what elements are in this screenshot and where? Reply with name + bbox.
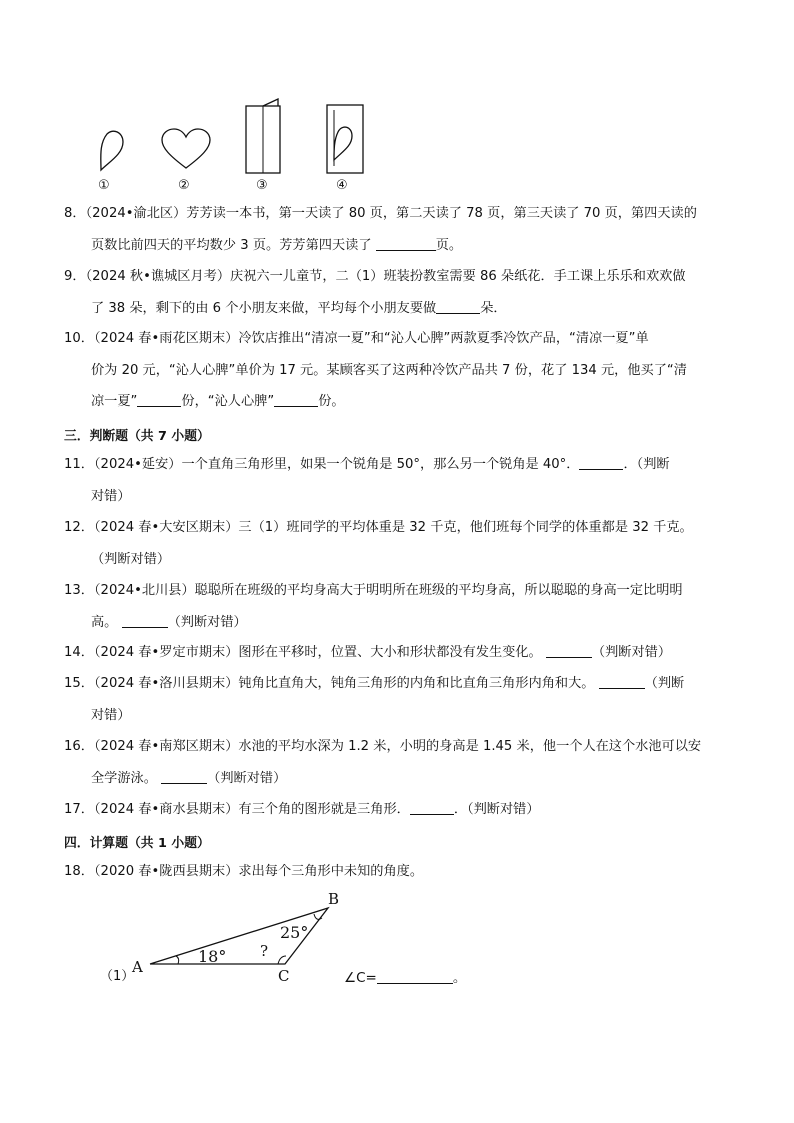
question-17	[64, 794, 734, 826]
vertex-b-label: B	[328, 890, 340, 908]
vertex-a-label: A	[132, 958, 143, 976]
heart-figure	[160, 128, 212, 170]
q10-line3: 凉一夏” 份，“沁人心脾” 份。	[91, 394, 345, 409]
q13-line2: 高。 （判断对错）	[91, 614, 247, 630]
question-8	[64, 198, 734, 261]
q9-line2: 了 38 朵，剩下的由 6 个小朋友来做，平均每个小朋友要做 朵．	[91, 300, 507, 316]
q13-answer-blank[interactable]	[122, 613, 168, 628]
q18-answer-suffix: 。	[452, 970, 467, 986]
question-14	[64, 637, 734, 669]
figure-label-3: ③	[256, 178, 268, 193]
q9-line1: 9．（2024 秋•谯城区月考）庆祝六一儿童节，二（1）班装扮教室需要 86 朵纸花．手工课上乐乐和欢欢做	[64, 269, 686, 284]
half-heart-figure	[95, 128, 127, 172]
section-3-heading: 三．判断题（共 7 小题）	[64, 429, 210, 444]
question-16	[64, 731, 734, 794]
q8-answer-blank[interactable]	[376, 236, 436, 251]
question-11	[64, 449, 734, 512]
figure-label-1: ①	[98, 178, 110, 193]
sub-question-label: （1）	[100, 969, 135, 984]
q10-line1: 10．（2024 春•雨花区期末）冷饮店推出“清凉一夏”和“沁人心脾”两款夏季冷饮产品，“清凉一夏”单	[64, 331, 649, 346]
folded-paper-figure	[245, 98, 281, 174]
q15-line2: 对错）	[91, 707, 131, 723]
q17-answer-blank[interactable]	[410, 800, 454, 815]
q16-line2: 全学游泳。 （判断对错）	[91, 770, 287, 786]
question-15	[64, 668, 734, 731]
q9-answer-blank[interactable]	[436, 299, 480, 314]
q18-answer-blank[interactable]	[377, 969, 453, 984]
angle-c-unknown: ?	[260, 942, 269, 960]
figure-label-2: ②	[178, 178, 190, 193]
q15-line1: 15．（2024 春•洛川县期末）钝角比直角大，钝角三角形的内角和比直角三角形内角和大。 （判断	[64, 676, 685, 691]
q8-line1: 8．（2024•渝北区）芳芳读一本书，第一天读了 80 页，第二天读了 78 页，第三天读了 70 页，第四天读的	[64, 206, 697, 221]
question-10	[64, 323, 734, 418]
q16-line1: 16．（2024 春•南郑区期末）水池的平均水深为 1.2 米，小明的身高是 1.45 米，他一个人在这个水池可以安	[64, 739, 702, 754]
q10-line2: 价为 20 元，“沁人心脾”单价为 17 元。某顾客买了这两种冷饮产品共 7 份，花了 134 元，他买了“清	[91, 362, 687, 378]
angle-b-value: 25°	[280, 923, 309, 942]
q13-line1: 13．（2024•北川县）聪聪所在班级的平均身高大于明明所在班级的平均身高，所以聪聪的身高一定比明明	[64, 583, 683, 598]
q18-answer-prefix: ∠C=	[344, 970, 377, 986]
question-12	[64, 512, 734, 575]
triangle-abc-diagram	[90, 882, 360, 986]
q17-line1: 17．（2024 春•商水县期末）有三个角的图形就是三角形． ．（判断对错）	[64, 802, 540, 817]
q11-answer-blank[interactable]	[579, 455, 623, 470]
section-4-heading: 四．计算题（共 1 小题）	[64, 836, 210, 851]
q14-line1: 14．（2024 春•罗定市期末）图形在平移时，位置、大小和形状都没有发生变化。 （判断对错）	[64, 645, 672, 660]
q11-line1: 11．（2024•延安）一个直角三角形里，如果一个锐角是 50°，那么另一个锐角是 40°． ．（判断	[64, 457, 670, 472]
q12-line2: （判断对错）	[91, 551, 171, 567]
q12-line1: 12．（2024 春•大安区期末）三（1）班同学的平均体重是 32 千克，他们班每个同学的体重都是 32 千克。	[64, 520, 693, 535]
q15-answer-blank[interactable]	[599, 674, 645, 689]
angle-a-value: 18°	[198, 947, 227, 966]
paper-with-half-heart-figure	[326, 104, 364, 174]
question-13	[64, 575, 734, 638]
vertex-c-label: C	[278, 967, 290, 985]
q18-answer-line	[344, 966, 466, 986]
q18-stem: 18．（2020 春•陇西县期末）求出每个三角形中未知的角度。	[64, 864, 424, 879]
q8-line2: 页数比前四天的平均数少 3 页。芳芳第四天读了 页。	[91, 237, 463, 253]
figure-label-4: ④	[336, 178, 348, 193]
q11-line2: 对错）	[91, 488, 131, 504]
q16-answer-blank[interactable]	[161, 769, 207, 784]
figure-row	[90, 98, 390, 198]
q10-answer-blank-2[interactable]	[274, 392, 318, 407]
question-9	[64, 261, 734, 324]
q10-answer-blank-1[interactable]	[137, 392, 181, 407]
q14-answer-blank[interactable]	[546, 643, 592, 658]
